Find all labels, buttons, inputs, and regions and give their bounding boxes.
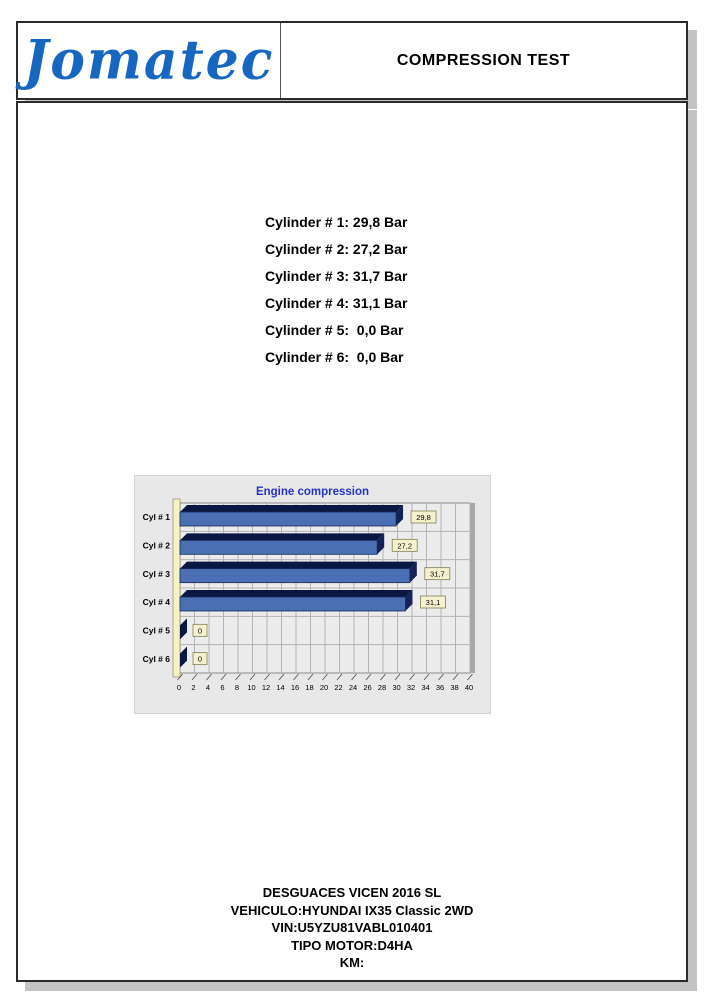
vehicle-info-footer <box>18 884 686 972</box>
x-tick-label: 16 <box>290 683 300 692</box>
axis-tick <box>294 674 299 680</box>
category-label: Cyl # 6 <box>142 653 170 664</box>
report-title: COMPRESSION TEST <box>396 51 571 69</box>
axis-tick <box>308 674 313 680</box>
x-tick-label: 28 <box>377 683 387 692</box>
bar <box>180 540 377 554</box>
x-tick-label: 38 <box>450 683 459 692</box>
title-cell <box>281 23 686 98</box>
value-label: 29,8 <box>416 513 431 522</box>
cylinder-reading-line: Cylinder # 2: 27,2 Bar <box>265 241 408 257</box>
x-tick-label: 10 <box>247 683 256 692</box>
axis-tick <box>279 674 284 680</box>
axis-tick <box>221 674 226 680</box>
value-label: 0 <box>197 654 203 664</box>
axis-tick <box>395 674 400 680</box>
axis-tick <box>439 674 444 680</box>
category-label: Cyl # 3 <box>142 568 170 579</box>
cylinder-reading-line: Cylinder # 6: 0,0 Bar <box>265 349 404 365</box>
x-tick-label: 30 <box>392 683 401 692</box>
logo-cell <box>18 23 281 98</box>
x-tick-label: 14 <box>276 683 285 692</box>
value-label: 31,1 <box>425 598 441 607</box>
engine-compression-chart <box>134 475 491 714</box>
cylinder-reading-line: Cylinder # 4: 31,1 Bar <box>265 295 408 311</box>
footer-line: VEHICULO:HYUNDAI IX35 Classic 2WD <box>230 902 474 918</box>
category-label: Cyl # 5 <box>142 625 170 636</box>
x-tick-label: 36 <box>435 683 445 692</box>
axis-tick <box>250 674 255 680</box>
report-body <box>16 101 688 982</box>
chart-title: Engine compression <box>255 486 370 498</box>
axis-tick <box>337 674 342 680</box>
x-tick-label: 24 <box>348 683 358 692</box>
engine-compression-chart-svg <box>135 476 490 713</box>
category-label: Cyl # 4 <box>142 597 170 608</box>
axis-tick <box>192 674 197 680</box>
axis-tick <box>323 674 328 680</box>
cylinder-reading-line: Cylinder # 3: 31,7 Bar <box>265 268 408 284</box>
cylinder-reading-line: Cylinder # 1: 29,8 Bar <box>265 214 408 230</box>
report-header <box>16 21 688 100</box>
chart-left-wall <box>173 499 180 677</box>
axis-tick <box>236 674 241 680</box>
cylinder-reading-line: Cylinder # 5: 0,0 Bar <box>265 322 404 338</box>
footer-line: DESGUACES VICEN 2016 SL <box>262 885 442 900</box>
x-tick-label: 20 <box>319 683 329 692</box>
x-tick-label: 4 <box>205 683 211 692</box>
x-tick-label: 22 <box>334 683 343 692</box>
bar <box>180 512 396 526</box>
bar <box>180 569 410 583</box>
x-tick-label: 6 <box>220 683 225 692</box>
axis-tick <box>424 674 429 680</box>
x-tick-label: 32 <box>406 683 416 692</box>
x-tick-label: 12 <box>261 683 271 692</box>
bar-top-face <box>180 590 412 597</box>
bar <box>180 597 405 611</box>
footer-line: KM: <box>339 955 365 970</box>
x-tick-label: 40 <box>464 683 474 692</box>
axis-tick <box>352 674 357 680</box>
axis-tick <box>453 674 458 680</box>
bar-top-face <box>180 562 417 569</box>
bar-top-face <box>180 533 384 540</box>
jomatec-logo: Jomatec <box>23 28 275 92</box>
cylinder-readings <box>265 209 407 371</box>
x-tick-label: 0 <box>176 683 182 692</box>
x-tick-label: 18 <box>305 683 314 692</box>
category-label: Cyl # 1 <box>142 512 170 523</box>
footer-line: VIN:U5YZU81VABL010401 <box>271 920 433 935</box>
category-label: Cyl # 2 <box>142 540 170 551</box>
bar-top-face <box>180 505 403 512</box>
value-label: 0 <box>197 626 203 636</box>
x-tick-label: 2 <box>191 683 196 692</box>
footer-line: TIPO MOTOR:D4HA <box>291 937 413 953</box>
axis-tick <box>366 674 371 680</box>
x-tick-label: 8 <box>234 683 240 692</box>
axis-tick <box>381 674 386 680</box>
axis-tick <box>410 674 415 680</box>
x-tick-label: 34 <box>421 683 430 692</box>
chart-end-wall <box>470 503 475 673</box>
axis-tick <box>265 674 270 680</box>
axis-tick <box>468 674 473 680</box>
x-tick-label: 26 <box>363 683 372 692</box>
value-label: 31,7 <box>430 569 445 579</box>
axis-tick <box>207 674 212 680</box>
value-label: 27,2 <box>397 541 413 551</box>
